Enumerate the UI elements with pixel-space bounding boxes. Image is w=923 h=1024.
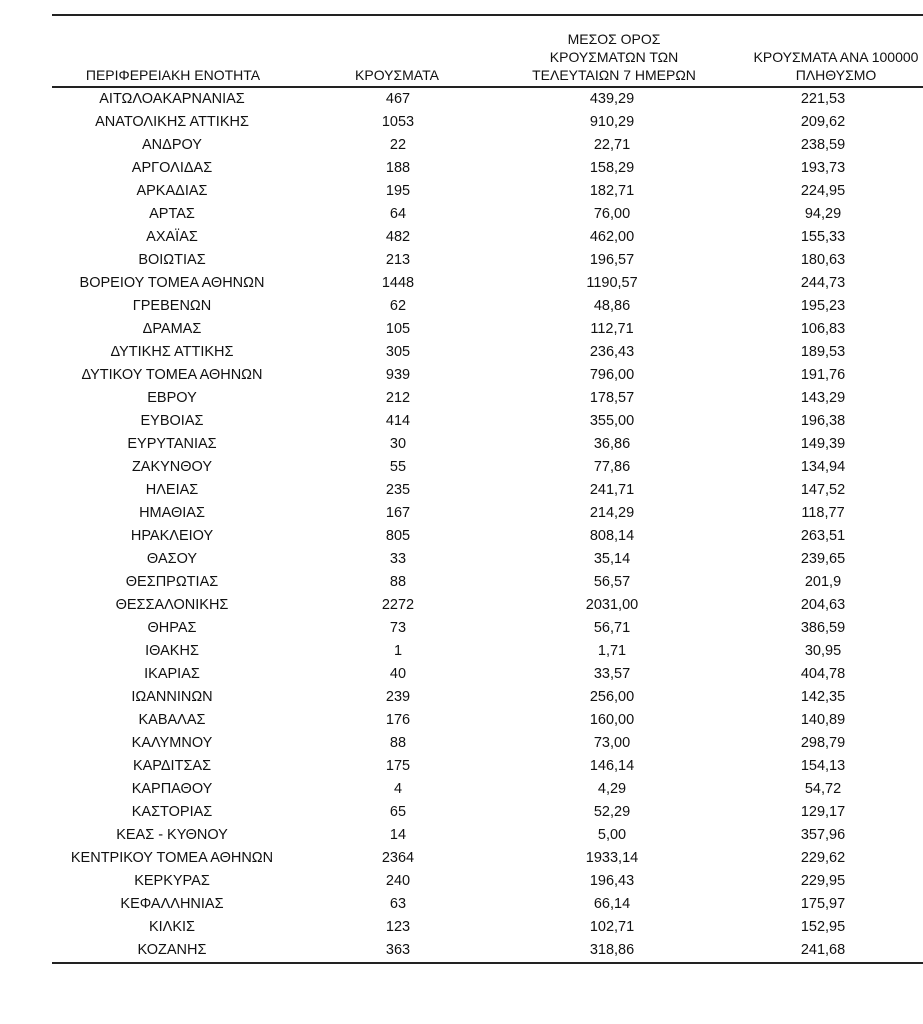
cell-cases-per-100k: 175,97	[800, 895, 846, 912]
cell-cases: 363	[385, 941, 411, 958]
table-row	[52, 870, 923, 893]
cell-avg-7-days: 196,43	[589, 872, 635, 889]
cell-avg-7-days: 56,57	[593, 573, 631, 590]
table-row	[52, 364, 923, 387]
table-row	[52, 893, 923, 916]
table-row	[52, 663, 923, 686]
table-bottom-rule	[52, 962, 923, 964]
cell-cases: 188	[385, 159, 411, 176]
cell-cases-per-100k: 193,73	[800, 159, 846, 176]
cell-region: ΑΡΚΑΔΙΑΣ	[136, 182, 208, 199]
table-row	[52, 801, 923, 824]
cell-avg-7-days: 236,43	[589, 343, 635, 360]
header-cases-per-100k	[716, 48, 923, 84]
cell-avg-7-days: 146,14	[589, 757, 635, 774]
cell-region: ΗΜΑΘΙΑΣ	[139, 504, 205, 521]
cell-cases-per-100k: 30,95	[804, 642, 842, 659]
cell-cases: 176	[385, 711, 411, 728]
cell-region: ΙΘΑΚΗΣ	[145, 642, 199, 659]
cell-cases-per-100k: 241,68	[800, 941, 846, 958]
cell-cases: 63	[389, 895, 407, 912]
cell-cases-per-100k: 263,51	[800, 527, 846, 544]
cell-region: ΚΑΡΠΑΘΟΥ	[131, 780, 213, 797]
table-row	[52, 272, 923, 295]
table-row	[52, 410, 923, 433]
cell-cases-per-100k: 386,59	[800, 619, 846, 636]
cell-avg-7-days: 796,00	[589, 366, 635, 383]
header-line: ΚΡΟΥΣΜΑΤΑ	[355, 67, 439, 83]
table-row	[52, 111, 923, 134]
cell-cases-per-100k: 357,96	[800, 826, 846, 843]
cell-avg-7-days: 33,57	[593, 665, 631, 682]
cell-cases: 467	[385, 90, 411, 107]
cell-region: ΑΙΤΩΛΟΑΚΑΡΝΑΝΙΑΣ	[99, 90, 245, 107]
cell-cases-per-100k: 238,59	[800, 136, 846, 153]
cell-avg-7-days: 158,29	[589, 159, 635, 176]
table-row	[52, 318, 923, 341]
cell-cases: 105	[385, 320, 411, 337]
table-row	[52, 134, 923, 157]
cell-cases: 482	[385, 228, 411, 245]
cell-cases: 40	[389, 665, 407, 682]
cell-cases-per-100k: 224,95	[800, 182, 846, 199]
cell-cases: 4	[393, 780, 403, 797]
cell-region: ΕΥΡΥΤΑΝΙΑΣ	[127, 435, 217, 452]
cell-cases: 55	[389, 458, 407, 475]
cell-region: ΚΕΑΣ - ΚΥΘΝΟΥ	[116, 826, 228, 843]
cell-cases: 213	[385, 251, 411, 268]
cell-region: ΙΩΑΝΝΙΝΩΝ	[131, 688, 213, 705]
cell-avg-7-days: 66,14	[593, 895, 631, 912]
cell-region: ΘΗΡΑΣ	[147, 619, 197, 636]
table-row	[52, 456, 923, 479]
header-region	[52, 66, 294, 84]
table-row	[52, 732, 923, 755]
cell-region: ΑΡΓΟΛΙΔΑΣ	[131, 159, 213, 176]
table-row	[52, 617, 923, 640]
cell-cases: 1	[393, 642, 403, 659]
table-row	[52, 686, 923, 709]
table-row	[52, 249, 923, 272]
cell-cases: 30	[389, 435, 407, 452]
cell-cases: 195	[385, 182, 411, 199]
cell-cases-per-100k: 134,94	[800, 458, 846, 475]
cell-cases-per-100k: 404,78	[800, 665, 846, 682]
header-line: ΠΛΗΘΥΣΜΟ	[795, 67, 877, 83]
cell-avg-7-days: 355,00	[589, 412, 635, 429]
cell-cases: 22	[389, 136, 407, 153]
cell-region: ΕΥΒΟΙΑΣ	[140, 412, 204, 429]
table-body	[52, 88, 923, 962]
table-row	[52, 916, 923, 939]
cell-avg-7-days: 462,00	[589, 228, 635, 245]
cell-region: ΚΕΝΤΡΙΚΟΥ ΤΟΜΕΑ ΑΘΗΝΩΝ	[70, 849, 274, 866]
cell-cases-per-100k: 142,35	[800, 688, 846, 705]
cell-cases: 1448	[381, 274, 415, 291]
cell-region: ΙΚΑΡΙΑΣ	[144, 665, 200, 682]
cell-cases: 14	[389, 826, 407, 843]
cell-cases-per-100k: 54,72	[804, 780, 842, 797]
table-header	[52, 16, 923, 84]
cell-avg-7-days: 1,71	[597, 642, 627, 659]
cell-cases: 239	[385, 688, 411, 705]
cell-region: ΘΕΣΣΑΛΟΝΙΚΗΣ	[115, 596, 229, 613]
cell-avg-7-days: 56,71	[593, 619, 631, 636]
cell-region: ΑΝΑΤΟΛΙΚΗΣ ΑΤΤΙΚΗΣ	[95, 113, 249, 130]
cell-region: ΚΑΣΤΟΡΙΑΣ	[131, 803, 213, 820]
cell-avg-7-days: 102,71	[589, 918, 635, 935]
cell-cases-per-100k: 180,63	[800, 251, 846, 268]
cell-cases-per-100k: 140,89	[800, 711, 846, 728]
cell-region: ΕΒΡΟΥ	[147, 389, 197, 406]
cell-cases-per-100k: 204,63	[800, 596, 846, 613]
table-row	[52, 479, 923, 502]
cell-cases: 414	[385, 412, 411, 429]
cell-cases-per-100k: 152,95	[800, 918, 846, 935]
header-line: ΤΕΛΕΥΤΑΙΩΝ 7 ΗΜΕΡΩΝ	[532, 67, 696, 83]
cell-region: ΖΑΚΥΝΘΟΥ	[131, 458, 213, 475]
cell-region: ΚΕΦΑΛΛΗΝΙΑΣ	[120, 895, 224, 912]
table-row	[52, 341, 923, 364]
cell-region: ΑΡΤΑΣ	[149, 205, 195, 222]
cell-region: ΔΡΑΜΑΣ	[142, 320, 202, 337]
cell-avg-7-days: 182,71	[589, 182, 635, 199]
cell-cases-per-100k: 143,29	[800, 389, 846, 406]
table-row	[52, 939, 923, 962]
cell-cases: 240	[385, 872, 411, 889]
cell-cases: 73	[389, 619, 407, 636]
cell-cases-per-100k: 221,53	[800, 90, 846, 107]
table-row	[52, 387, 923, 410]
cell-cases-per-100k: 201,9	[804, 573, 842, 590]
cell-cases: 305	[385, 343, 411, 360]
cell-cases-per-100k: 209,62	[800, 113, 846, 130]
table-row	[52, 525, 923, 548]
cell-cases-per-100k: 196,38	[800, 412, 846, 429]
cell-region: ΔΥΤΙΚΗΣ ΑΤΤΙΚΗΣ	[110, 343, 234, 360]
cell-avg-7-days: 808,14	[589, 527, 635, 544]
cell-avg-7-days: 73,00	[593, 734, 631, 751]
table-row	[52, 640, 923, 663]
cell-cases: 64	[389, 205, 407, 222]
cell-region: ΒΟΙΩΤΙΑΣ	[138, 251, 206, 268]
cell-avg-7-days: 178,57	[589, 389, 635, 406]
cell-cases: 175	[385, 757, 411, 774]
table-row	[52, 571, 923, 594]
cell-cases-per-100k: 147,52	[800, 481, 846, 498]
table-row	[52, 295, 923, 318]
cell-avg-7-days: 1190,57	[586, 274, 638, 291]
cell-cases-per-100k: 155,33	[800, 228, 846, 245]
cell-avg-7-days: 35,14	[593, 550, 631, 567]
cell-cases: 123	[385, 918, 411, 935]
header-line: ΚΡΟΥΣΜΑΤΩΝ ΤΩΝ	[549, 49, 679, 65]
cell-avg-7-days: 214,29	[589, 504, 635, 521]
header-line: ΚΡΟΥΣΜΑΤΑ ΑΝΑ 100000	[753, 49, 919, 65]
cell-avg-7-days: 77,86	[593, 458, 631, 475]
cell-avg-7-days: 76,00	[593, 205, 631, 222]
cases-table	[52, 14, 923, 964]
cell-cases: 805	[385, 527, 411, 544]
cell-region: ΘΑΣΟΥ	[146, 550, 198, 567]
cell-region: ΒΟΡΕΙΟΥ ΤΟΜΕΑ ΑΘΗΝΩΝ	[79, 274, 265, 291]
header-line: ΜΕΣΟΣ ΟΡΟΣ	[567, 31, 661, 47]
cell-region: ΗΡΑΚΛΕΙΟΥ	[130, 527, 214, 544]
table-row	[52, 778, 923, 801]
cell-region: ΚΙΛΚΙΣ	[148, 918, 196, 935]
cell-avg-7-days: 4,29	[597, 780, 627, 797]
table-row	[52, 755, 923, 778]
cell-cases-per-100k: 195,23	[800, 297, 846, 314]
cell-cases: 33	[389, 550, 407, 567]
cell-avg-7-days: 256,00	[589, 688, 635, 705]
cell-cases-per-100k: 229,95	[800, 872, 846, 889]
cell-cases: 88	[389, 734, 407, 751]
table-row	[52, 709, 923, 732]
table-row	[52, 433, 923, 456]
cell-cases-per-100k: 106,83	[800, 320, 846, 337]
cell-region: ΚΕΡΚΥΡΑΣ	[134, 872, 210, 889]
cell-avg-7-days: 1933,14	[585, 849, 639, 866]
cell-cases-per-100k: 244,73	[800, 274, 846, 291]
cell-cases: 939	[385, 366, 411, 383]
cell-cases: 2272	[381, 596, 415, 613]
cell-region: ΚΑΛΥΜΝΟΥ	[131, 734, 213, 751]
cell-region: ΚΑΒΑΛΑΣ	[138, 711, 206, 728]
cell-avg-7-days: 241,71	[589, 481, 635, 498]
cell-cases: 2364	[381, 849, 415, 866]
cell-region: ΘΕΣΠΡΩΤΙΑΣ	[125, 573, 219, 590]
cell-cases-per-100k: 189,53	[800, 343, 846, 360]
cell-cases: 62	[389, 297, 407, 314]
table-row	[52, 226, 923, 249]
cell-avg-7-days: 196,57	[589, 251, 635, 268]
cell-avg-7-days: 318,86	[589, 941, 635, 958]
cell-region: ΚΑΡΔΙΤΣΑΣ	[132, 757, 212, 774]
cell-avg-7-days: 160,00	[589, 711, 635, 728]
table-row	[52, 594, 923, 617]
cell-avg-7-days: 2031,00	[585, 596, 639, 613]
cell-cases-per-100k: 154,13	[800, 757, 846, 774]
cell-cases: 1053	[381, 113, 415, 130]
cell-region: ΑΝΔΡΟΥ	[142, 136, 202, 153]
cell-avg-7-days: 5,00	[597, 826, 627, 843]
cell-cases-per-100k: 94,29	[804, 205, 842, 222]
table-row	[52, 88, 923, 111]
cell-region: ΔΥΤΙΚΟΥ ΤΟΜΕΑ ΑΘΗΝΩΝ	[81, 366, 263, 383]
table-row	[52, 157, 923, 180]
header-line: ΠΕΡΙΦΕΡΕΙΑΚΗ ΕΝΟΤΗΤΑ	[85, 67, 261, 83]
header-cases	[342, 66, 452, 84]
table-row	[52, 502, 923, 525]
cell-region: ΓΡΕΒΕΝΩΝ	[132, 297, 212, 314]
header-avg-7-days	[510, 30, 718, 84]
cell-avg-7-days: 22,71	[593, 136, 631, 153]
cell-cases-per-100k: 118,77	[801, 504, 845, 521]
cell-cases: 167	[385, 504, 411, 521]
cell-region: ΑΧΑΪΑΣ	[146, 228, 198, 245]
cell-avg-7-days: 439,29	[589, 90, 635, 107]
cell-avg-7-days: 36,86	[593, 435, 631, 452]
cell-cases: 212	[385, 389, 411, 406]
table-row	[52, 548, 923, 571]
cell-cases-per-100k: 229,62	[800, 849, 846, 866]
cell-cases-per-100k: 191,76	[800, 366, 846, 383]
table-row	[52, 847, 923, 870]
table-row	[52, 203, 923, 226]
cell-cases-per-100k: 298,79	[800, 734, 846, 751]
cell-avg-7-days: 52,29	[593, 803, 631, 820]
table-row	[52, 824, 923, 847]
cell-avg-7-days: 48,86	[593, 297, 631, 314]
cell-cases-per-100k: 129,17	[800, 803, 846, 820]
cell-cases-per-100k: 239,65	[800, 550, 846, 567]
cell-avg-7-days: 112,71	[590, 320, 634, 337]
cell-avg-7-days: 910,29	[589, 113, 635, 130]
cell-cases: 65	[389, 803, 407, 820]
cell-region: ΗΛΕΙΑΣ	[145, 481, 199, 498]
cell-cases-per-100k: 149,39	[800, 435, 846, 452]
table-row	[52, 180, 923, 203]
cell-region: ΚΟΖΑΝΗΣ	[137, 941, 207, 958]
cell-cases: 88	[389, 573, 407, 590]
cell-cases: 235	[385, 481, 411, 498]
